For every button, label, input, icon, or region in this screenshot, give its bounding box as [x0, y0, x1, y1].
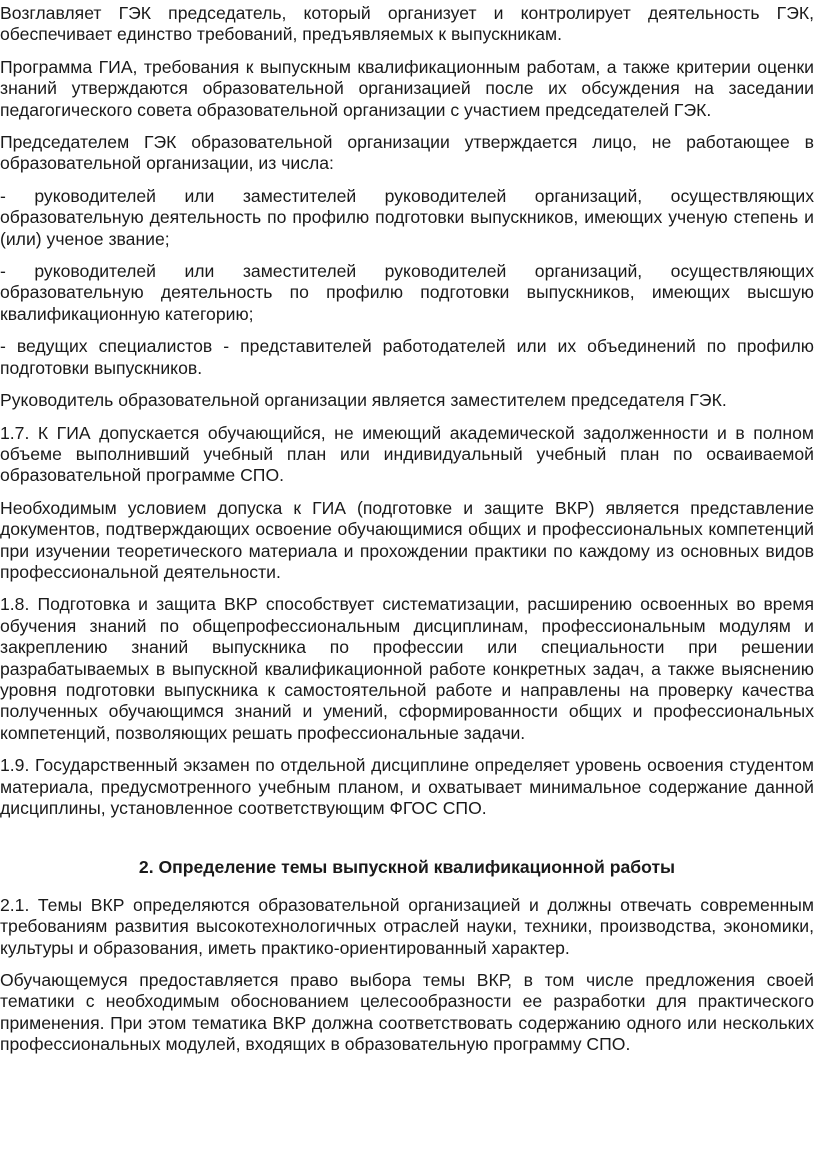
paragraph-1-8-vkr-preparation: 1.8. Подготовка и защита ВКР способствует систематизации, расширению освоенных во время обучения знаний по общепрофессиональным дисциплинам, профессиональным модулям и закреплению знаний выпускника по профессии или специальности при решении разрабатываемых в выпускной квалификационной работе конкретных задач, а также выяснению уровня подготовки выпускника к самостоятельной работе и направлены на проверку качества полученных обучающимся знаний и умений, сформированности общих и профессиональных компетенций, позволяющих решать профессиональные задачи. [0, 594, 814, 743]
paragraph-deputy-chairman: Руководитель образовательной организации является заместителем председателя ГЭК. [0, 390, 727, 411]
paragraph-gia-program: Программа ГИА, требования к выпускным квалификационным работам, а также критерии оценки знаний утверждаются образовательной организацией после их обсуждения на заседании педагогического совета образовательной организации с участием председателей ГЭК. [0, 56, 814, 120]
section-heading: 2. Определение темы выпускной квалификационной работы [138, 857, 676, 878]
list-item-employer-specialists: - ведущих специалистов - представителей работодателей или их объединений по профилю подготовки выпускников. [0, 336, 814, 378]
paragraph-gek-chairman-role: Возглавляет ГЭК председатель, который организует и контролирует деятельность ГЭК, обеспечивает единство требований, предъявляемых к выпускникам. [0, 3, 814, 45]
list-item-degree-holders: - руководителей или заместителей руководителей организаций, осуществляющих образовательную деятельность по профилю подготовки выпускников, имеющих ученую степень и (или) ученое звание; [0, 185, 814, 249]
list-item-highest-category: - руководителей или заместителей руководителей организаций, осуществляющих образовательную деятельность по профилю подготовки выпускников, имеющих высшую квалификационную категорию; [0, 261, 814, 324]
paragraph-admission-condition: Необходимым условием допуска к ГИА (подготовке и защите ВКР) является представление документов, подтверждающих освоение обучающимися общих и профессиональных компетенций при изучении теоретического материала и прохождении практики по каждому из основных видов профессиональной деятельности. [0, 497, 814, 582]
paragraph-chairman-appointment: Председателем ГЭК образовательной организации утверждается лицо, не работающее в образовательной организации, из числа: [0, 132, 814, 174]
paragraph-1-7-admission: 1.7. К ГИА допускается обучающийся, не имеющий академической задолженности и в полном объеме выполнивший учебный план или индивидуальный учебный план по осваиваемой образовательной программе СПО. [0, 422, 814, 486]
paragraph-1-9-state-exam: 1.9. Государственный экзамен по отдельной дисциплине определяет уровень освоения студентом материала, предусмотренного учебным планом, и охватывает минимальное содержание данной дисциплины, установленное соответствующим ФГОС СПО. [0, 755, 814, 818]
paragraph-2-1-vkr-topics: 2.1. Темы ВКР определяются образовательной организацией и должны отвечать современным требованиям развития высокотехнологичных отраслей науки, техники, производства, экономики, культуры и образования, иметь практико-ориентированный характер. [0, 894, 814, 958]
paragraph-topic-choice: Обучающемуся предоставляется право выбора темы ВКР, в том числе предложения своей тематики с необходимым обоснованием целесообразности ее разработки для практического применения. При этом тематика ВКР должна соответствовать содержанию одного или нескольких профессиональных модулей, входящих в образовательную программу СПО. [0, 970, 814, 1055]
